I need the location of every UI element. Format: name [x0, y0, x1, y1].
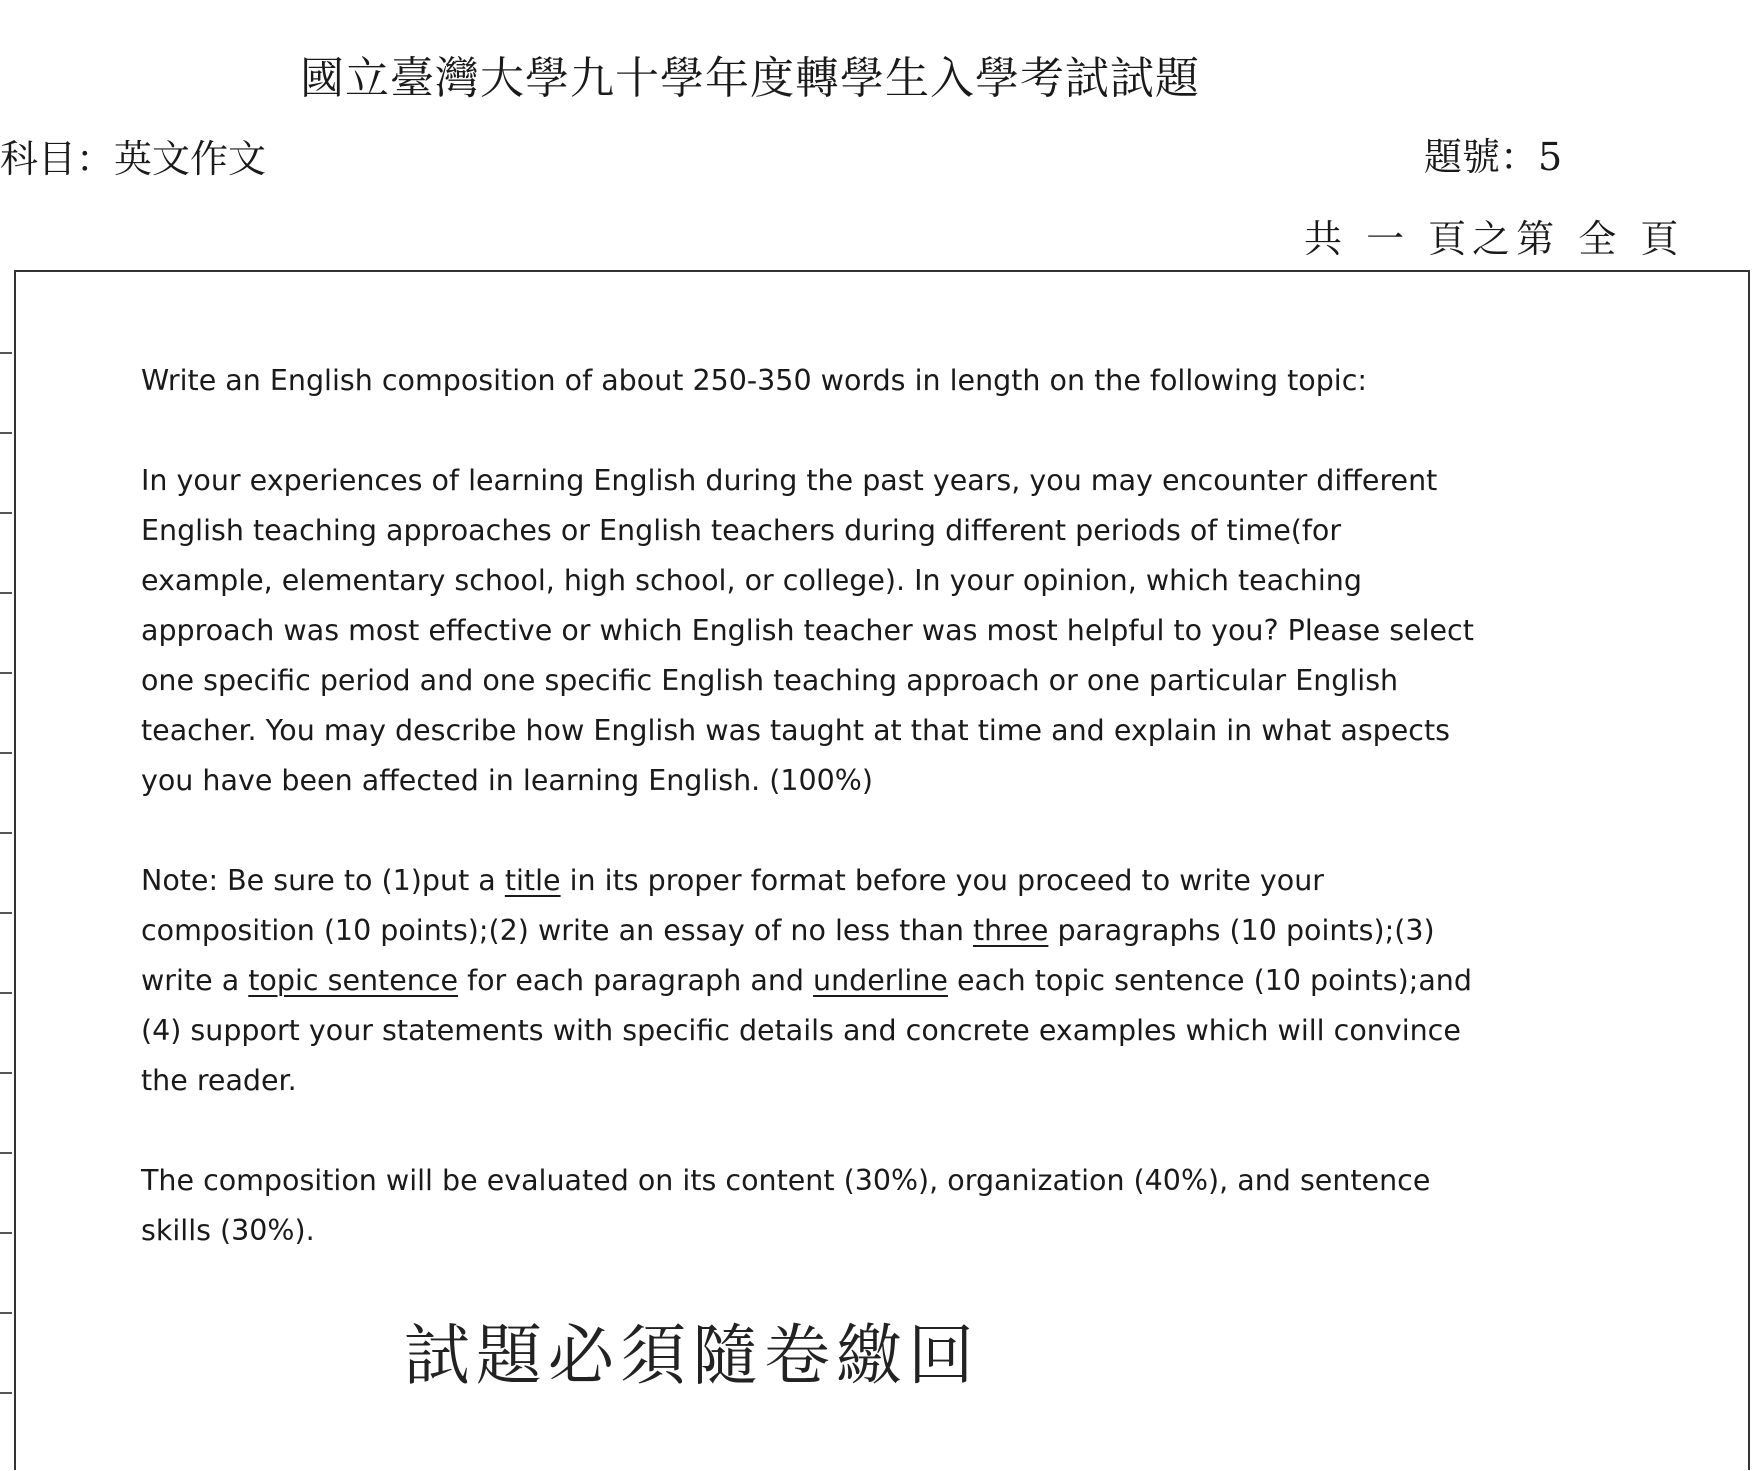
subject-label: 科目：英文作文	[0, 137, 267, 181]
note-text	[141, 856, 1481, 1106]
question-number: 題號：5	[1424, 135, 1563, 179]
question-content	[141, 356, 1481, 1306]
page-info: 共 一 頁之第 全 頁	[1304, 217, 1685, 261]
exam-title: 國立臺灣大學九十學年度轉學生入學考試試題	[300, 53, 1200, 104]
note-part-5: each topic sentence (10 points);and (4) support your statements with specific details and concrete examples which will convince the reader.	[141, 964, 1472, 1097]
note-part-4: for each paragraph and	[458, 964, 814, 997]
underlined-title: title	[504, 864, 561, 897]
underlined-three: three	[972, 914, 1049, 947]
underlined-underline: underline	[813, 964, 948, 997]
evaluation-text: The composition will be evaluated on its content (30%), organization (40%), and sentence skills (30%).	[141, 1164, 1431, 1247]
topic-text: In your experiences of learning English during the past years, you may encounter different English teaching approaches or English teachers during different periods of time(for example, elementary school, high school, or college). In your opinion, which teaching approach was most effective or which English teacher was most helpful to you? Please select one specific period and one specific English teaching approach or one particular English teacher. You may describe how English was taught at that time and explain in what aspects you have been affected in learning English. (100%)	[141, 464, 1474, 797]
note-part-1: Note: Be sure to (1)put a	[141, 864, 505, 897]
note-part-3: paragraphs (10 points);(3) write a	[141, 914, 1435, 997]
instruction-text: Write an English composition of about 250-350 words in length on the following topic:	[141, 364, 1368, 397]
margin-ticks	[0, 270, 14, 1470]
note-part-2: in its proper format before you proceed to write your composition (10 points);(2) write an essay of no less than	[141, 864, 1325, 947]
underlined-topic-sentence: topic sentence	[248, 964, 459, 997]
return-notice-stamp: 試題必須隨卷繳回	[404, 1317, 980, 1394]
